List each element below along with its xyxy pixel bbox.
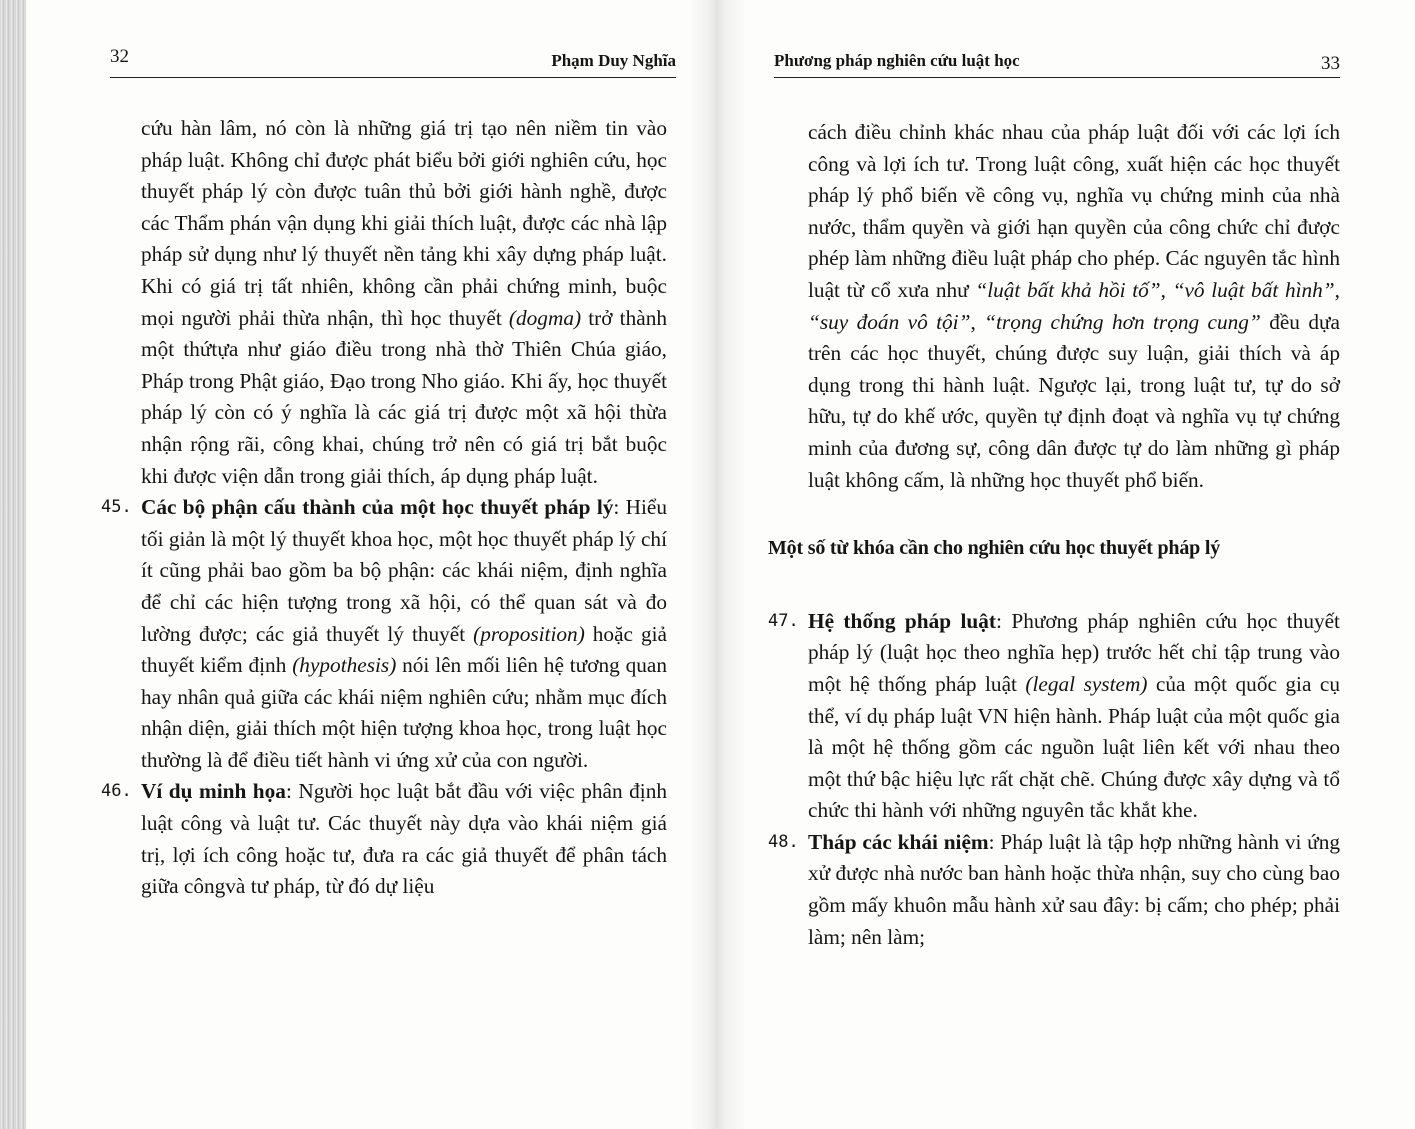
item-number: 45.: [101, 497, 132, 518]
italic-term: (hypothesis): [292, 653, 397, 678]
item-text: : Người học luật bắt đầu với việc phân định luật công và luật tư. Các thuyết này dựa vào khái niệm giá trị, lợi ích công hoặc tư, đưa ra các giả thuyết để phân tách giữa côngvà tư pháp, từ đó dự liệu: [141, 779, 667, 899]
item-term: Tháp các khái niệm: [808, 829, 989, 854]
right-page-body: [768, 117, 1340, 953]
item-term: Hệ thống pháp luật: [808, 608, 997, 633]
italic-term: “trọng chứng hơn trọng cung”: [984, 309, 1261, 334]
item-number: 47.: [768, 610, 799, 631]
section-heading: Một số từ khóa cần cho nghiên cứu học thuyết pháp lý: [768, 537, 1221, 560]
right-running-head: Phương pháp nghiên cứu luật học: [774, 51, 1020, 70]
left-intro-paragraph: cứu hàn lâm, nó còn là những giá trị tạo nên niềm tin vào pháp luật. Không chỉ được phát biểu bởi giới nghiên cứu, học thuyết pháp lý còn được tuân thủ bởi giới hành nghề, được các Thẩm phán vận dụng khi giải thích luật, được các nhà lập pháp sử dụng như lý thuyết nền tảng khi xây dựng pháp luật. Khi có giá trị tất nhiên, không cần phải chứng minh, buộc mọi người phải thừa nhận, thì học thuyết (dogma) trở thành một thứtựa như giáo điều trong nhà thờ Thiên Chúa giáo, Pháp trong Phật giáo, Đạo trong Nho giáo. Khi ấy, học thuyết pháp lý còn có ý nghĩa là các giá trị được một xã hội thừa nhận rộng rãi, công khai, chúng trở nên có giá trị bắt buộc khi được viện dẫn trong giải thích, áp dụng pháp luật.: [141, 116, 667, 488]
item-text: : Pháp luật là tập hợp những hành vi ứng xử được nhà nước ban hành hoặc thừa nhận, suy cho cùng bao gồm mấy khuôn mẫu hành xử sau đây: bị cấm; cho phép; phải làm; nên làm;: [808, 829, 1341, 949]
right-continuation-paragraph: cách điều chỉnh khác nhau của pháp luật đối với các lợi ích công và lợi ích tư. Trong luật công, xuất hiện các học thuyết pháp lý phổ biến về công vụ, nghĩa vụ chứng minh của nhà nước, thẩm quyền và giới hạn quyền của công chức chỉ được phép làm những điều luật pháp cho phép. Các nguyên tắc hình luật từ cổ xưa như “luật bất khả hồi tố”, “vô luật bất hình”, “suy đoán vô tội”, “trọng chứng hơn trọng cung” đều dựa trên các học thuyết, chúng được suy luận, giải thích và áp dụng trong thi hành luật. Ngược lại, trong luật tư, tự do sở hữu, tự do khế ước, quyền tự định đoạt và nghĩa vụ tự chứng minh của đương sự, công dân được tự do làm những gì pháp luật không cấm, là những học thuyết phổ biến.: [808, 120, 1340, 492]
right-page: [746, 0, 1415, 1129]
italic-term: (proposition): [473, 621, 585, 646]
item-number: 46.: [101, 781, 132, 802]
italic-term: “luật bất khả hồi tố”: [975, 277, 1161, 302]
right-header-rule: [774, 77, 1340, 78]
italic-term: (dogma): [508, 305, 582, 330]
left-page-number: 32: [110, 46, 129, 67]
book-binding-edge: [0, 0, 26, 1129]
numbered-item-48: [768, 827, 1340, 953]
numbered-item-46: [101, 776, 667, 902]
numbered-item-45: [101, 492, 667, 776]
italic-term: (legal system): [1025, 671, 1148, 696]
item-text: : Hiểu tối giản là một lý thuyết khoa học, một học thuyết pháp lý chí ít cũng phải bao gồm ba bộ phận: các khái niệm, định nghĩa để chỉ các hiện tượng trong xã hội, có thể quan sát và đo lường được; các giả thuyết lý thuyết (proposition) hoặc giả thuyết kiểm định (hypothesis) nói lên mối liên hệ tương quan hay nhân quả giữa các khái niệm nghiên cứu; nhằm mục đích nhận diện, giải thích một hiện tượng khoa học, trong luật học thường là để điều tiết hành vi ứng xử của con người.: [141, 495, 667, 772]
left-page: [26, 0, 688, 1129]
left-running-head: Phạm Duy Nghĩa: [551, 51, 676, 70]
numbered-item-47: [768, 606, 1340, 827]
left-page-body: [101, 113, 667, 903]
right-page-number: 33: [1321, 53, 1340, 74]
italic-term: “vô luật bất hình”: [1172, 277, 1335, 302]
italic-term: “suy đoán vô tội”: [808, 309, 971, 334]
item-number: 48.: [768, 831, 799, 852]
left-header-rule: [110, 77, 676, 78]
item-term: Ví dụ minh họa: [141, 779, 286, 804]
item-term: Các bộ phận cấu thành của một học thuyết pháp lý: [141, 495, 614, 520]
book-gutter-shadow: [688, 0, 746, 1129]
item-text: : Phương pháp nghiên cứu học thuyết pháp lý (luật học theo nghĩa hẹp) trước hết chỉ tập trung vào một hệ thống pháp luật (legal system) của một quốc gia cụ thể, ví dụ pháp luật VN hiện hành. Pháp luật của một quốc gia là một hệ thống gồm các nguồn luật liên kết với nhau theo một thứ bậc hiệu lực rất chặt chẽ. Chúng được xây dựng và tổ chức thi hành với những nguyên tắc khắt khe.: [808, 608, 1340, 823]
